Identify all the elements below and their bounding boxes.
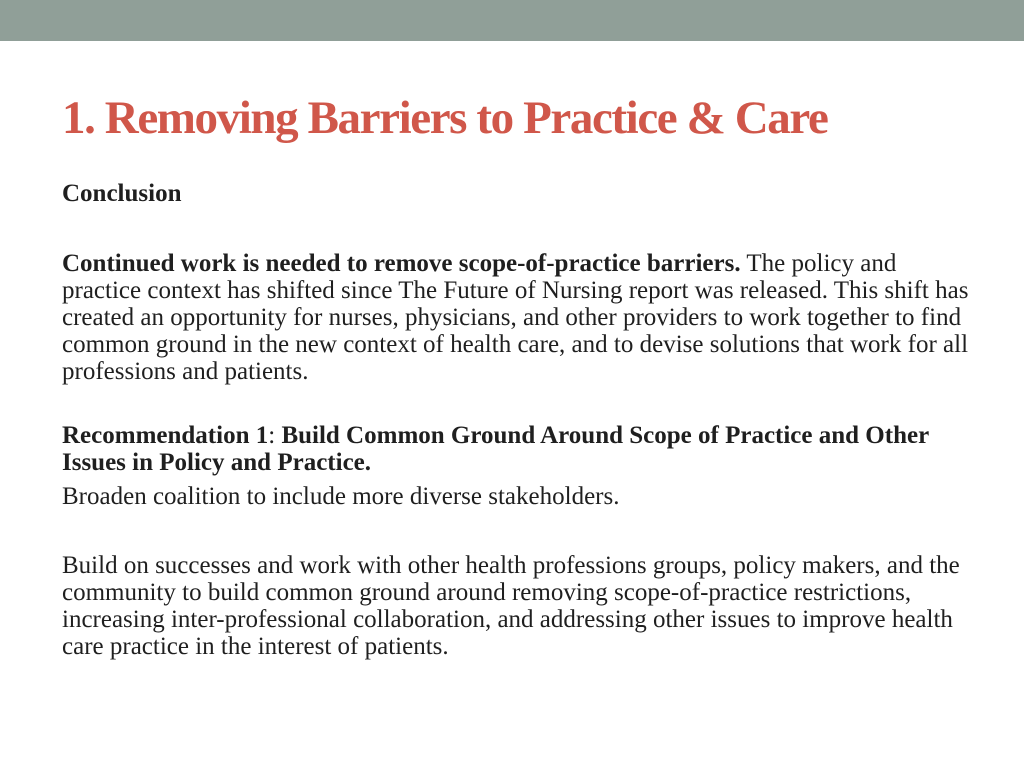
conclusion-lead: Continued work is needed to remove scope-of-practice barriers.: [62, 250, 741, 277]
recommendation-separator: :: [268, 422, 282, 449]
slide-title: 1. Removing Barriers to Practice & Care: [62, 92, 828, 144]
top-accent-bar: [0, 0, 1024, 41]
recommendation-sub-point: Broaden coalition to include more diverse stakeholders.: [62, 483, 620, 510]
slide-body: [62, 180, 972, 660]
section-heading: Conclusion: [62, 180, 182, 207]
recommendation-label: Recommendation 1: [62, 422, 269, 449]
recommendation-title: Build Common Ground Around Scope of Practice and Other Issues in Policy and Practice.: [62, 422, 929, 476]
conclusion-body: The policy and practice context has shifted since The Future of Nursing report was released. This shift has created an opportunity for nurses, physicians, and other providers to work together to find common ground in the new context of health care, and to devise solutions that work for all professions and patients.: [62, 250, 969, 385]
recommendation-heading: [62, 422, 972, 476]
conclusion-paragraph: [62, 250, 972, 385]
recommendation-detail: Build on successes and work with other health professions groups, policy makers, and the community to build common ground around removing scope-of-practice restrictions, increasing inter-professional collaboration, and addressing other issues to improve health care practice in the interest of patients.: [62, 552, 960, 660]
